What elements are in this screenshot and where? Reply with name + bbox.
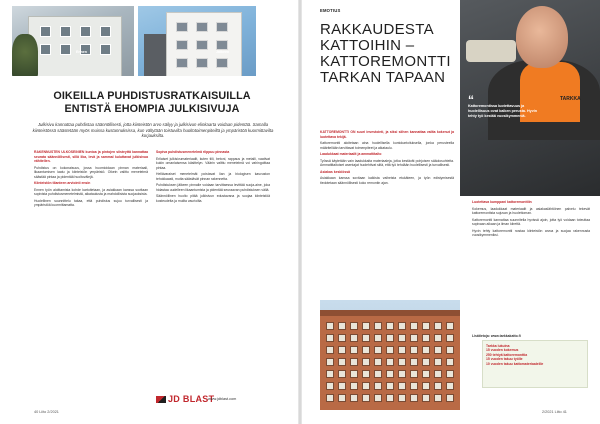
spread-gutter bbox=[298, 0, 302, 424]
building-window bbox=[326, 382, 334, 390]
building-window bbox=[362, 334, 370, 342]
building-window bbox=[398, 334, 406, 342]
portrait-head bbox=[516, 6, 568, 68]
building-window bbox=[326, 358, 334, 366]
building-window bbox=[338, 358, 346, 366]
building-window bbox=[446, 394, 454, 402]
building-window bbox=[326, 322, 334, 330]
building-window bbox=[362, 322, 370, 330]
building-window bbox=[446, 370, 454, 378]
building-window bbox=[338, 334, 346, 342]
subheading: Laadukkaat materiaalit ja ammattitaito bbox=[320, 152, 382, 156]
building-window bbox=[422, 346, 430, 354]
building-window bbox=[434, 394, 442, 402]
building-window bbox=[350, 346, 358, 354]
body-paragraph: Kokemus, laadukkaat materiaalit ja asiakaslähtöinen palvelu tekevät kattoremontista sujuvan ja huolettoman. bbox=[472, 206, 590, 215]
building-window bbox=[398, 370, 406, 378]
building-window bbox=[422, 370, 430, 378]
building-window bbox=[350, 322, 358, 330]
facts-box bbox=[482, 340, 588, 388]
building-window bbox=[338, 394, 346, 402]
building-window bbox=[386, 394, 394, 402]
building-window bbox=[422, 358, 430, 366]
building-window bbox=[398, 358, 406, 366]
building-window bbox=[398, 394, 406, 402]
building-window bbox=[362, 394, 370, 402]
building-window bbox=[374, 322, 382, 330]
building-window bbox=[410, 358, 418, 366]
subheading: Sopiva puhdistusmenetelmä riippuu pinnasta bbox=[156, 150, 230, 154]
body-paragraph: Työssä käytetään vain laadukkaita materiaaleja, jotka kestävät pohjoisen sääolosuhteita. Ammattitaitoiset asentajat huolehtivat siitä, että työ tehdään huolellisesti ja turvallisesti. bbox=[320, 158, 454, 167]
before-caption: Ennen bbox=[76, 50, 87, 54]
building-window bbox=[350, 370, 358, 378]
after-photo bbox=[138, 6, 256, 76]
building-window bbox=[410, 334, 418, 342]
left-lead: Julkisivu kannattaa puhdistaa säännöllisesti, jotta kiinteistön arvo säilyy ja julkisivun elinkaarta voidaan pidentää. Samalla kiinteistössä säästetään myös muissa kustannuksissa, kun vältytään toistuvilta huoltotoimenpiteiltä ja ympäristöä kuormittavilta korjauksilta. bbox=[32, 122, 274, 139]
building-window bbox=[422, 334, 430, 342]
fact-line: 10 vuoden takuu kattomateriaaleille bbox=[486, 361, 544, 366]
building-window bbox=[386, 358, 394, 366]
building-window bbox=[326, 394, 334, 402]
building-window bbox=[398, 382, 406, 390]
building-window bbox=[434, 370, 442, 378]
building-window bbox=[398, 346, 406, 354]
building-window bbox=[362, 382, 370, 390]
building-window bbox=[386, 346, 394, 354]
right-column-2 bbox=[472, 200, 590, 332]
building-window bbox=[410, 382, 418, 390]
building-window bbox=[434, 358, 442, 366]
building-window bbox=[374, 334, 382, 342]
building-window bbox=[386, 334, 394, 342]
building-window bbox=[422, 394, 430, 402]
body-paragraph: Ennen työn aloittamista kohde kartoitetaan, ja asiakkaan kanssa sovitaan sopivista puhdistusmenetelmistä, aikataulusta ja mahdollisista suojauksista. bbox=[34, 187, 148, 196]
building-window bbox=[350, 334, 358, 342]
building-window bbox=[446, 358, 454, 366]
facts-title: Tarkka lukuina bbox=[486, 344, 510, 348]
building-window bbox=[350, 358, 358, 366]
contact-line[interactable]: Lisätietoja: www.tarkkakatto.fi bbox=[472, 334, 521, 338]
quote-icon: “ bbox=[468, 93, 474, 107]
building-window bbox=[374, 358, 382, 366]
body-paragraph: Hellävaraiset menetelmät poistavat lian ja biologisen kasvuston tehokkaasti, mutta säästävät pinnan rakennetta. bbox=[156, 172, 270, 181]
left-folio: 40 Liito 2/2021 bbox=[34, 410, 59, 414]
building-window bbox=[362, 358, 370, 366]
tool bbox=[466, 40, 516, 62]
pull-quote: “ Kattoremontissa luotettavuus ja huolellisuus ovat kaiken perusta. Hyvin tehty työ kestää vuosikymmeniä. bbox=[468, 93, 538, 118]
left-headline: OIKEILLA PUHDISTUSRATKAISUILLA ENTISTÄ EHOMPIA JULKISIVUJA bbox=[53, 90, 251, 115]
building-window bbox=[410, 370, 418, 378]
left-kicker: EMOTIUS bbox=[12, 2, 33, 7]
right-kicker: EMOTIUS bbox=[320, 8, 341, 13]
building-window bbox=[410, 322, 418, 330]
right-headline: RAKKAUDESTA KATTOIHIN – KATTOREMONTTI TARKAN TAPAAN bbox=[320, 21, 451, 86]
body-paragraph: Säännöllinen huolto pitää julkisivun edustavana ja suojaa kiinteistöä kosteudelta ja muilta vaurioilta. bbox=[156, 194, 270, 203]
building-window bbox=[446, 382, 454, 390]
subheading: Kiinteistön tilanteen arviointi ensin bbox=[34, 181, 91, 185]
building-window bbox=[338, 322, 346, 330]
building-window bbox=[374, 382, 382, 390]
building-window bbox=[338, 346, 346, 354]
building-window bbox=[422, 322, 430, 330]
body-paragraph: Puhdistus on kokonaisuus, jossa huomioidaan pinnan materiaali, likaantumisen laatu ja kiinteistön ympäristö. Oikein valittu menetelmä säästää pintaa ja pidentää huoltovälejä. bbox=[34, 165, 148, 179]
building-window bbox=[434, 334, 442, 342]
building-window bbox=[434, 322, 442, 330]
building-window bbox=[398, 322, 406, 330]
after-caption: Jälkeen bbox=[216, 50, 230, 54]
building-window bbox=[326, 346, 334, 354]
building-window bbox=[350, 394, 358, 402]
lede-paragraph: RAKENNUSTEN ULKOSEINIEN kuntoa ja pintojen siisteyttä kannattaa seurata säännöllisesti, sillä lika, levä ja sammal kuluttavat julkisivua vähitellen. bbox=[34, 150, 148, 163]
body-paragraph: Puhdistuksen jälkeen pinnalle voidaan tarvittaessa levittää suoja-aine, joka hidastaa uudelleen likaantumista ja pidentää seuraavan puhdistuksen väliä. bbox=[156, 183, 270, 192]
subheading: Asiakas keskiössä bbox=[320, 169, 350, 174]
right-page bbox=[300, 0, 600, 424]
body-paragraph: Kattoremontti aloitetaan aina huolellisella kuntokartoituksella, jonka perusteella määritellään tarvittavat toimenpiteet ja aikataulu. bbox=[320, 141, 454, 150]
tree bbox=[12, 34, 38, 76]
building-window bbox=[362, 370, 370, 378]
right-column-1 bbox=[320, 130, 454, 298]
body-paragraph: Erilaiset julkisivumateriaalit, kuten tiili, betoni, rappaus ja metalli, vaativat kukin omanlaisensa käsittelyn. Väärin valittu menetelmä voi vahingoittaa pintaa. bbox=[156, 156, 270, 170]
jd-blast-mark-icon bbox=[156, 396, 166, 403]
roof-building-photo bbox=[320, 300, 460, 410]
building-window bbox=[338, 370, 346, 378]
lede-paragraph: KATTOREMONTTI ON suuri investointi, ja siksi siihen kannattaa valita kokenut ja luotettava tekijä. bbox=[320, 130, 454, 139]
building-window bbox=[386, 322, 394, 330]
body-paragraph: Asiakkaan kanssa sovitaan kaikista vaiheista etukäteen, ja työn edistymisestä tiedotetaan säännöllisesti koko remontin ajan. bbox=[320, 176, 454, 185]
jd-blast-url[interactable]: www.jdblast.com bbox=[208, 397, 237, 401]
vest-label: TARKKA bbox=[560, 96, 581, 102]
body-paragraph: Kattoremontti kannattaa suunnitella hyvissä ajoin, jotta työ voidaan toteuttaa sopivaan aikaan ja ilman kiirettä. bbox=[472, 217, 590, 226]
building-window bbox=[446, 334, 454, 342]
building-window bbox=[362, 346, 370, 354]
building-window bbox=[446, 346, 454, 354]
building-window bbox=[326, 370, 334, 378]
building-window bbox=[422, 382, 430, 390]
building-window bbox=[434, 346, 442, 354]
building-window bbox=[350, 382, 358, 390]
body-paragraph: Huolellinen suunnittelu takaa, että puhdistus sujuu turvallisesti ja ympäristöä kuormittamatta. bbox=[34, 198, 148, 207]
building-window bbox=[410, 346, 418, 354]
building-window bbox=[374, 394, 382, 402]
building-window bbox=[446, 322, 454, 330]
fact-line: 250 tehtyä kattoremonttia bbox=[486, 352, 528, 357]
building-window bbox=[326, 334, 334, 342]
left-column-2 bbox=[156, 150, 270, 390]
building-window bbox=[338, 382, 346, 390]
building-window bbox=[386, 370, 394, 378]
building-window bbox=[386, 382, 394, 390]
right-folio: 2/2021 Liito 41 bbox=[542, 410, 567, 414]
body-paragraph: Hyvin tehty kattoremontti nostaa kiinteistön arvoa ja suojaa rakennusta vuosikymmeniksi. bbox=[472, 228, 590, 237]
building-window bbox=[374, 370, 382, 378]
building-window bbox=[410, 394, 418, 402]
before-photo bbox=[12, 6, 134, 76]
building-window bbox=[434, 382, 442, 390]
jd-blast-logo: JD BLAST bbox=[156, 394, 214, 404]
fact-line: 15 vuoden kokemus bbox=[486, 348, 519, 353]
fact-line: 15 vuoden takuu työlle bbox=[486, 357, 523, 362]
building-window bbox=[374, 346, 382, 354]
subheading: Luotettava kumppani kattoremonttiin bbox=[472, 200, 532, 204]
left-column-1 bbox=[34, 150, 148, 392]
